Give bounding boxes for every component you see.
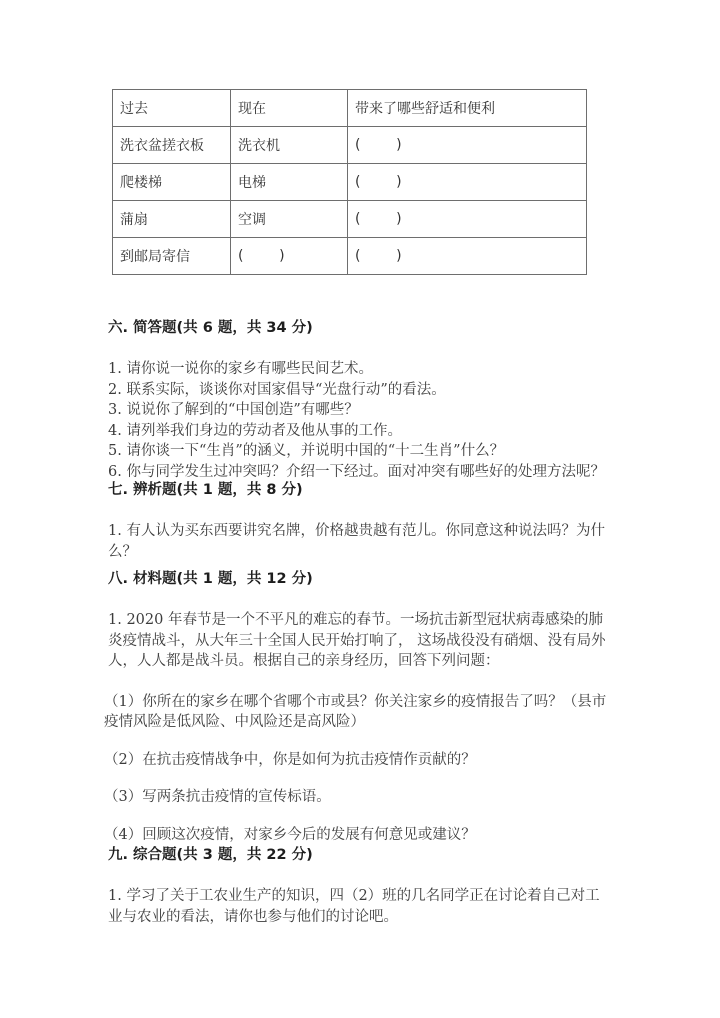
table-row	[113, 127, 587, 164]
section-title: 六. 简答题(共 6 题，共 34 分)	[108, 320, 313, 336]
question: 6. 你与同学发生过冲突吗？介绍一下经过。面对冲突有哪些好的处理方法呢？	[108, 463, 605, 480]
table-row	[113, 164, 587, 201]
subquestion: （1）你所在的家乡在哪个省哪个市或县？你关注家乡的疫情报告了吗？（县市疫情风险是低风险、中风险还是高风险）	[104, 693, 607, 730]
question: 1. 有人认为买东西要讲究名牌，价格越贵越有范儿。你同意这种说法吗？为什么？	[108, 523, 605, 560]
answer-blank[interactable]: ( )	[348, 238, 587, 275]
cell-past: 爬楼梯	[113, 164, 231, 201]
header-benefits: 带来了哪些舒适和便利	[348, 90, 587, 127]
section-title: 九. 综合题(共 3 题，共 22 分)	[108, 847, 313, 863]
cell-now: 空调	[231, 201, 348, 238]
comparison-table	[112, 89, 587, 275]
answer-blank[interactable]: ( )	[348, 127, 587, 164]
answer-blank[interactable]: ( )	[231, 238, 348, 275]
question: 1. 学习了关于工农业生产的知识，四（2）班的几名同学正在讨论着自己对工业与农业的看法，请你也参与他们的讨论吧。	[108, 888, 600, 925]
question: 4. 请列举我们身边的劳动者及他从事的工作。	[108, 422, 402, 439]
cell-now: 电梯	[231, 164, 348, 201]
answer-blank[interactable]: ( )	[348, 164, 587, 201]
section-short-answer	[108, 318, 608, 482]
question: 3. 说说你了解到的“中国创造”有哪些？	[108, 402, 359, 418]
section-title: 八. 材料题(共 1 题，共 12 分)	[108, 571, 313, 587]
cell-past: 到邮局寄信	[113, 238, 231, 275]
header-past: 过去	[113, 90, 231, 127]
cell-past: 蒲扇	[113, 201, 231, 238]
table-row	[113, 201, 587, 238]
section-analysis	[108, 480, 608, 562]
subquestion: （2）在抗击疫情战争中，你是如何为抗击疫情作贡献的？	[104, 751, 476, 768]
section-title: 七. 辨析题(共 1 题，共 8 分)	[108, 482, 303, 498]
subquestion: （3）写两条抗击疫情的宣传标语。	[104, 789, 331, 805]
header-now: 现在	[231, 90, 348, 127]
question: 2. 联系实际，谈谈你对国家倡导“光盘行动”的看法。	[108, 381, 446, 398]
table-header-row	[113, 90, 587, 127]
table-row	[113, 238, 587, 275]
cell-past: 洗衣盆搓衣板	[113, 127, 231, 164]
question: 5. 请你谈一下“生肖”的涵义，并说明中国的“十二生肖”什么？	[108, 443, 505, 459]
subquestion: （4）回顾这次疫情，对家乡今后的发展有何意见或建议？	[104, 826, 476, 843]
answer-blank[interactable]: ( )	[348, 201, 587, 238]
question: 1. 请你说一说你的家乡有哪些民间艺术。	[108, 361, 373, 377]
section-comprehensive	[108, 845, 608, 927]
cell-now: 洗衣机	[231, 127, 348, 164]
material-text: 1. 2020 年春节是一个不平凡的难忘的春节。一场抗击新型冠状病毒感染的肺炎疫情战斗，从大年三十全国人民开始打响了， 这场战役没有硝烟、没有局外人，人人都是战斗员。根据自己的亲身经历，回答下列问题：	[108, 612, 606, 669]
comparison-table-container	[112, 89, 586, 275]
section-material	[104, 569, 608, 845]
